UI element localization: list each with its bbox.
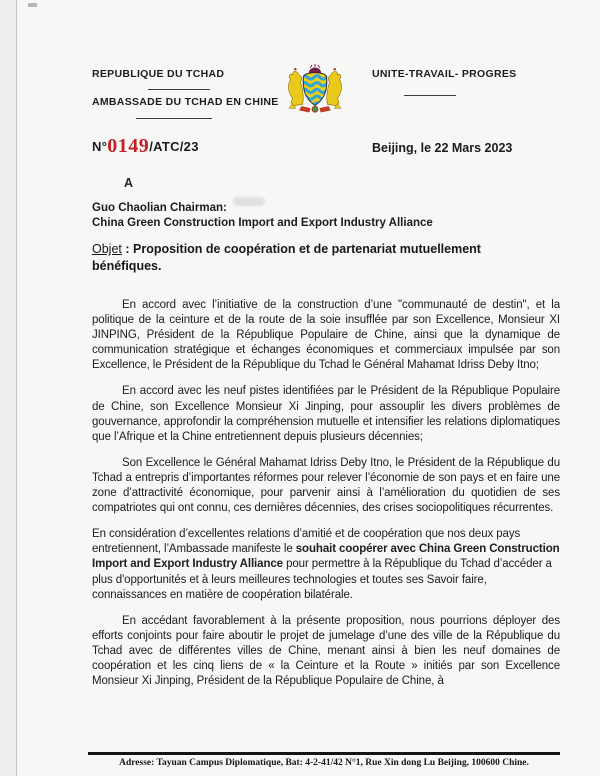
body-paragraph-2: En accord avec les neuf pistes identifiées par le Président de la République Populaire de Chine, son Excellence Monsieur Xi Jinping, pour assouplir les divers problèmes de gouvernance, approfondir la compréhension mutuelle et intensifier les relations diplomatiques que l’Afrique et la Chine entretiennent depuis plusieurs décennies; <box>92 385 560 443</box>
scan-artifact <box>28 3 37 7</box>
letterhead-motto: UNITE-TRAVAIL- PROGRES <box>372 68 517 80</box>
body-paragraph-3: Son Excellence le Général Mahamat Idriss Deby Itno, le Président de la République du Tchad a entrepris d’importantes réformes pour relever l’économie de son pays et en faire une zone d’attractivité économique, pour parvenir ainsi à l’amélioration du quotidien de ses compatriotes qui ont connu, ces dernières décennies, des crises sociopolitiques récurrentes. <box>92 456 560 515</box>
footer-address: Adresse: Tayuan Campus Diplomatique, Bat: 4-2-41/42 N°1, Rue Xin dong Lu Beijing, 100600 Chine. <box>119 758 529 768</box>
recipient-block <box>92 201 433 230</box>
subject-text: Proposition de coopération et de partenariat mutuellement bénéfiques. <box>92 242 481 273</box>
body-paragraph-5: En accédant favorablement à la présente proposition, nous pourrions déployer des efforts conjoints pour faire aboutir le projet de jumelage d’une des ville de la République du Tchad avec de différentes villes de Chine, menant ainsi à bien les neuf domaines de coopération et les cinq liens de « la Ceinture et la Route » initiés par son Excellence Monsieur Xi Jinping, Président de la République Populaire de Chine, à <box>92 614 560 688</box>
reference-suffix: /ATC/23 <box>149 139 199 154</box>
reference-prefix: N° <box>92 139 108 154</box>
paragraph-4-text: En considération d’excellentes relations d’amitié et de coopération que nos deux pays entretiennent, l’Ambassade manifeste le <box>92 528 521 556</box>
footer-rule <box>88 752 560 755</box>
date-line: Beijing, le 22 Mars 2023 <box>372 141 513 155</box>
subject-label: Objet <box>92 242 122 256</box>
paragraph-4-bold-text: souhait coopérer avec China Green Construction Import and Export Industry Alliance <box>92 543 560 571</box>
letterhead-rule <box>404 95 456 96</box>
body-paragraph-4 <box>92 527 560 602</box>
subject-line <box>92 241 542 274</box>
reference-value: 0149 <box>107 135 150 157</box>
letterhead-rule <box>148 89 210 90</box>
reference-number <box>92 135 199 158</box>
recipient-name: Guo Chaolian Chairman: <box>92 202 227 214</box>
body-paragraph-1: En accord avec l’initiative de la construction d’une "communauté de destin", et la politique de la ceinture et de la route de la soie insufflée par son Excellence, Monsieur XI JINPING, Président de la République Populaire de Chine, ainsi que la dynamique de communication stratégique et échanges économiques et commerciaux impulsée par son Excellence, le Président de la République du Tchad le Général Mahamat Idriss Deby Itno; <box>92 299 560 372</box>
recipient-organization: China Green Construction Import and Export Industry Alliance <box>92 216 433 229</box>
paragraph-4-text: pour permettre à la République du Tchad d’accéder a plus d'opportunités et à leurs meilleures technologies et toutes ses Savoir faire, connaissances en matière de coopération bilatérale. <box>92 558 552 601</box>
recipient-salutation: A <box>124 176 134 190</box>
coat-of-arms-icon <box>284 61 346 117</box>
letterhead-rule <box>136 118 212 119</box>
letterhead-embassy: AMBASSADE DU TCHAD EN CHINE <box>92 96 279 108</box>
subject-separator: : <box>121 242 133 256</box>
letter-body <box>92 298 560 700</box>
letterhead-republic: REPUBLIQUE DU TCHAD <box>92 68 225 80</box>
